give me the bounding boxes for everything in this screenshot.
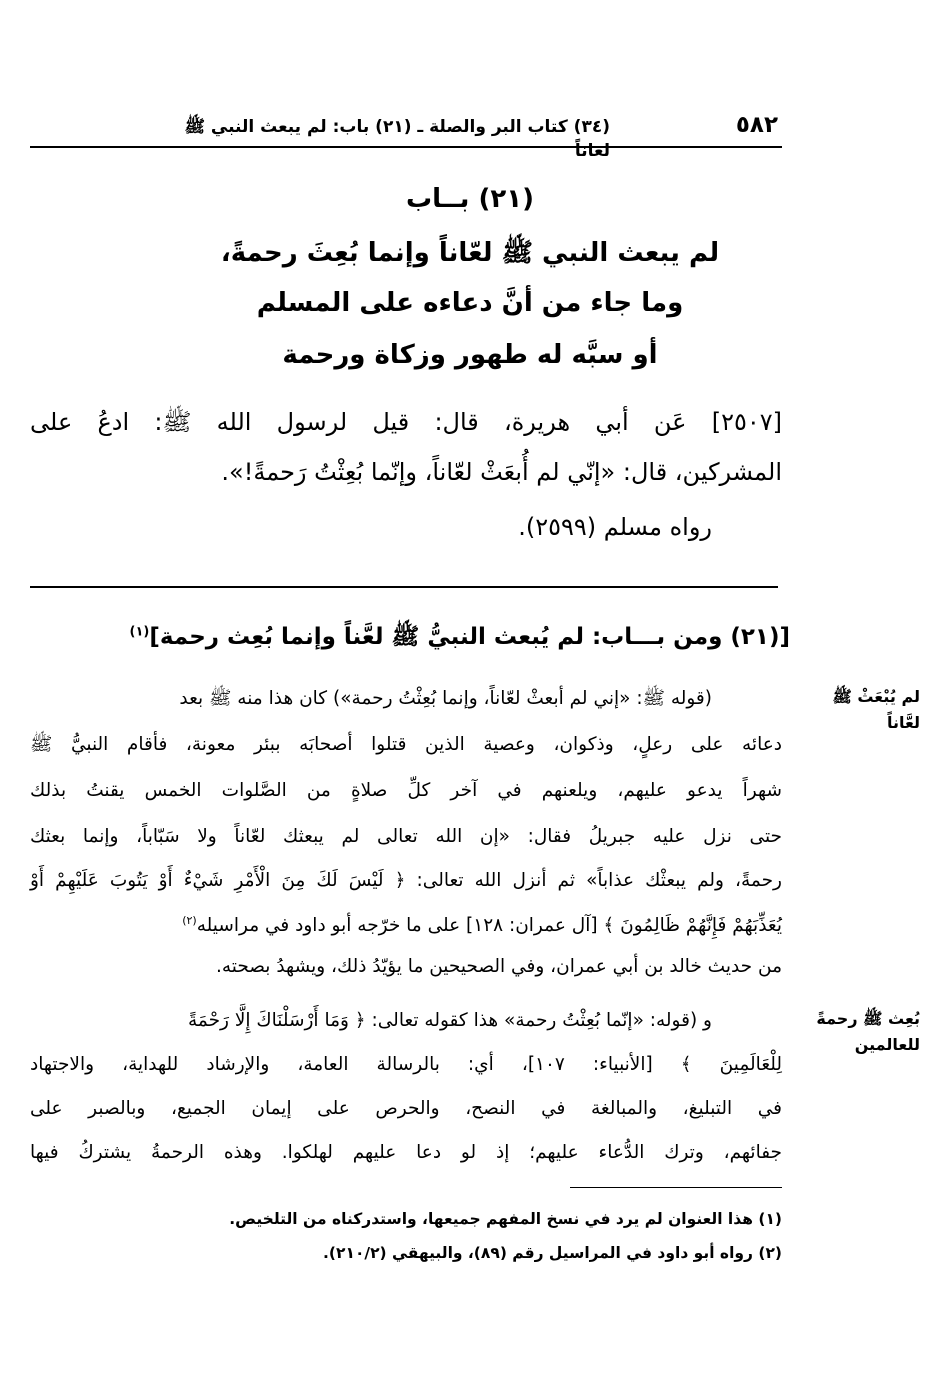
section-divider xyxy=(30,586,778,588)
commentary-line-6 xyxy=(30,914,782,936)
commentary-line-3: شهراً يدعو عليهم، ويلعنهم في آخر كلِّ صلاةٍ من الصَّلوات الخمس يقنتُ بذلك xyxy=(30,780,782,801)
footnote-1: (١) هذا العنوان لم يرد في نسخ المفهم جميعها، واستدركناه من التلخيص. xyxy=(229,1210,782,1228)
footnote-ref-2: (٢) xyxy=(182,914,197,927)
commentary-line-1-text: (قوله ﷺ: «إني لم أبعثْ لعّاناً، وإنما بُعِثْتُ رحمة») كان هذا منه ﷺ بعد xyxy=(179,688,712,709)
hadith-source-text: رواه مسلم (٢٥٩٩). xyxy=(518,513,712,541)
commentary-line-9: لِلْعَالَمِينَ ﴾ [الأنبياء: ١٠٧]، أي: بالرسالة العامة، والإرشاد للهداية، والاجتهاد xyxy=(30,1054,782,1075)
chapter-title-line-3: أو سبَّه له طهور وزكاة ورحمة xyxy=(282,340,658,370)
header-divider xyxy=(30,146,782,148)
footnote-divider xyxy=(570,1187,782,1188)
footnote-ref-1: (١) xyxy=(129,624,150,640)
commentary-line-6-text: يُعَذِّبَهُمْ فَإِنَّهُمْ ظَالِمُونَ ﴾ [آل عمران: ١٢٨] على ما خرّجه أبو داود في مراسيله xyxy=(196,915,782,937)
footnote-2: (٢) رواه أبو داود في المراسيل رقم (٨٩)، والبيهقي (٢١٠/٢). xyxy=(323,1244,782,1262)
commentary-line-4: حتى نزل عليه جبريلُ فقال: «إن الله تعالى لم يبعثك لعّاناً ولا سَبّاباً، وإنما بعثك xyxy=(30,826,782,847)
running-head: (٣٤) كتاب البر والصلة ـ (٢١) باب: لم يبعث النبي ﷺ لعاناً xyxy=(184,117,610,161)
commentary-heading-text: [(٢١) ومن بـــاب: لم يُبعث النبيُّ ﷺ لعَّناً وإنما بُعِث رحمة] xyxy=(149,624,790,650)
chapter-title-line-2: وما جاء من أنَّ دعاءه على المسلم xyxy=(256,288,684,318)
commentary-line-1 xyxy=(30,688,782,714)
chapter-number: (٢١) بــاب xyxy=(405,184,534,214)
hadith-line-1: [٢٥٠٧] عَن أبي هريرة، قال: قيل لرسول الله ﷺ: ادعُ على xyxy=(30,408,782,436)
margin-note-1: لم يُبْعَثْ ﷺ لعَّاناً xyxy=(832,687,920,732)
commentary-heading xyxy=(129,622,790,656)
commentary-line-5: رحمةً، ولم يبعثْك عذاباً» ثم أنزل الله تعالى: ﴿ لَيْسَ لَكَ مِنَ الْأَمْرِ شَيْءٌ أَوْ يَتُوبَ عَلَيْهِمْ أَوْ xyxy=(30,870,782,891)
commentary-line-11: جفائهم، وترك الدُّعاء عليهم؛ إذ لو دعا عليهم لهلكوا. وهذه الرحمةُ يشتركُ فيها xyxy=(30,1142,782,1163)
chapter-title-line-1: لم يبعث النبي ﷺ لعّاناً وإنما بُعِثَ رحمةً، xyxy=(220,238,720,268)
page-number: ٥٨٢ xyxy=(735,112,778,138)
hadith-source xyxy=(30,513,782,541)
commentary-line-8-text: و (قوله: «إنّما بُعِثْتُ رحمة» هذا كقوله تعالى: ﴿ وَمَا أَرْسَلْنَاكَ إِلَّا رَحْمَةً xyxy=(187,1010,712,1031)
commentary-line-7: من حديث خالد بن أبي عمران، وفي الصحيحين ما يؤيّدُ ذلك، ويشهدُ بصحته. xyxy=(215,956,782,977)
hadith-line-2: المشركين، قال: «إنّي لم أُبعَثْ لعّاناً، وإنّما بُعِثْتُ رَحمةً!». xyxy=(221,458,782,486)
commentary-line-8 xyxy=(30,1010,782,1031)
margin-note-2: بُعِث ﷺ رحمةً للعالمين xyxy=(816,1009,920,1054)
commentary-line-2: دعائه على رعلٍ، وذكوان، وعصية الذين قتلوا أصحابَه ببئر معونة، فأقام النبيُّ ﷺ xyxy=(30,734,782,755)
commentary-line-10: في التبليغ، والمبالغة في النصح، والحرص على إيمان الجميع، وبالصبر على xyxy=(30,1098,782,1119)
